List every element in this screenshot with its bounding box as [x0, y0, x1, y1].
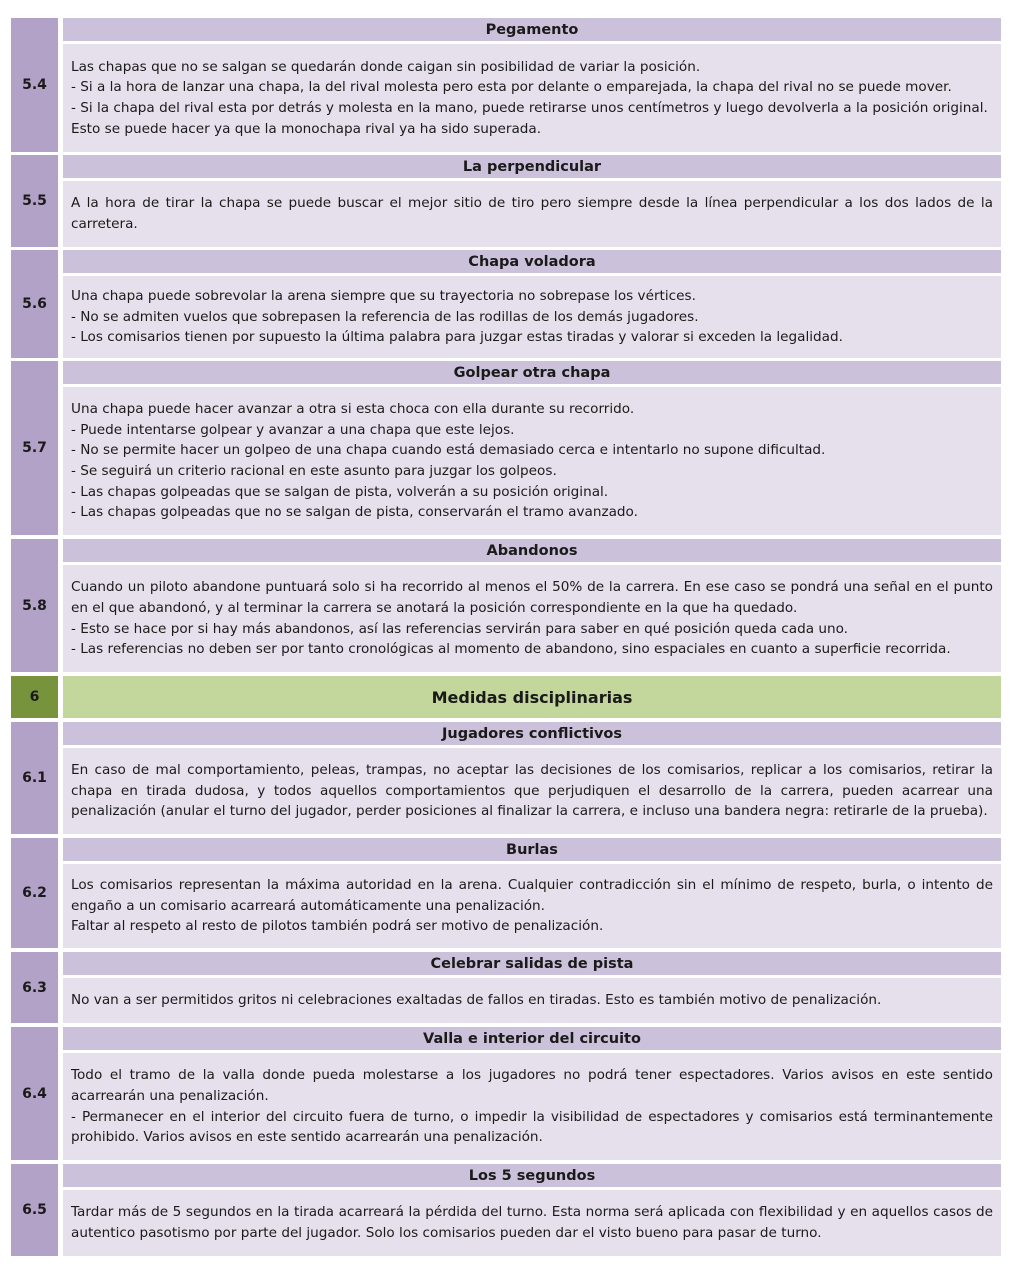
rule-row-6-3 [11, 952, 1001, 1023]
rule-body [63, 44, 1001, 152]
rule-body [63, 565, 1001, 672]
rule-body [63, 864, 1001, 948]
rule-line: - Las referencias no deben ser por tanto cronológicas al momento de abandono, sino espaciales en cuanto a superficie recorrida. [71, 641, 951, 658]
rule-title: Golpear otra chapa [63, 361, 1001, 387]
rule-title: Abandonos [63, 539, 1001, 565]
rule-row-5-4 [11, 18, 1001, 152]
rule-title: Burlas [63, 838, 1001, 864]
section-title: Medidas disciplinarias [63, 676, 1001, 718]
rule-row-5-6 [11, 250, 1001, 358]
rule-line: Todo el tramo de la valla donde pueda molestarse a los jugadores no podrá tener espectadores. Varios avisos en este sentido acarrearán una penalización. [71, 1067, 993, 1104]
rule-line: - Se seguirá un criterio racional en este asunto para juzgar los golpeos. [71, 463, 557, 479]
rule-number: 6.4 [11, 1027, 58, 1160]
rule-line: En caso de mal comportamiento, peleas, trampas, no aceptar las decisiones de los comisarios, replicar a los comisarios, retirar la chapa en tirada dudosa, y todos aquellos comportamientos que perjudiquen el desarrollo de la carrera, pueden acarrear una penalización (anular el turno del jugador, perder posiciones al finalizar la carrera, e incluso una bandera negra: retirarle de la prueba). [71, 762, 993, 820]
section-row-6 [11, 676, 1001, 718]
rule-body [63, 1190, 1001, 1256]
rule-line: Los comisarios representan la máxima autoridad en la arena. Cualquier contradicción sin el mínimo de respeto, burla, o intento de engaño a un comisario acarreará automáticamente una penalización. [71, 877, 993, 914]
rule-title: Jugadores conflictivos [63, 722, 1001, 748]
rule-row-5-5 [11, 155, 1001, 247]
rule-line: No van a ser permitidos gritos ni celebraciones exaltadas de fallos en tiradas. Esto es también motivo de penalización. [71, 992, 882, 1009]
rule-number: 6.1 [11, 722, 58, 834]
rule-line: - Permanecer en el interior del circuito fuera de turno, o impedir la visibilidad de espectadores y comisarios está terminantemente prohibido. Varios avisos en este sentido acarrearán una penalización. [71, 1108, 993, 1146]
rule-body [63, 387, 1001, 535]
rule-line: Esto se puede hacer ya que la monochapa rival ya ha sido superada. [71, 120, 542, 137]
rule-number: 5.7 [11, 361, 58, 535]
rule-line: - Si la chapa del rival esta por detrás y molesta en la mano, puede retirarse unos centímetros y luego devolverla a la posición original. [71, 100, 988, 116]
rule-body [63, 978, 1001, 1023]
rule-line: - Las chapas golpeadas que no se salgan de pista, conservarán el tramo avanzado. [71, 504, 638, 521]
rule-line: Faltar al respeto al resto de pilotos también podrá ser motivo de penalización. [71, 918, 604, 935]
rule-title: Celebrar salidas de pista [63, 952, 1001, 978]
rule-body [63, 276, 1001, 358]
rule-line: Una chapa puede hacer avanzar a otra si esta choca con ella durante su recorrido. [71, 401, 635, 418]
rule-number: 6.3 [11, 952, 58, 1023]
rule-line: - No se permite hacer un golpeo de una chapa cuando está demasiado cerca e intentarlo no supone dificultad. [71, 442, 826, 459]
rule-number: 5.6 [11, 250, 58, 358]
rule-line: Las chapas que no se salgan se quedarán donde caigan sin posibilidad de variar la posición. [71, 58, 701, 75]
rule-row-6-4 [11, 1027, 1001, 1160]
rule-line: A la hora de tirar la chapa se puede buscar el mejor sitio de tiro pero siempre desde la línea perpendicular a los dos lados de la carretera. [71, 195, 993, 232]
rule-row-6-1 [11, 722, 1001, 834]
rule-title: Pegamento [63, 18, 1001, 44]
rule-title: La perpendicular [63, 155, 1001, 181]
rule-line: - Los comisarios tienen por supuesto la última palabra para juzgar estas tiradas y valorar si exceden la legalidad. [71, 329, 843, 346]
rule-number: 6.5 [11, 1164, 58, 1256]
rule-body [63, 748, 1001, 834]
rule-number: 6.2 [11, 838, 58, 948]
rule-row-5-8 [11, 539, 1001, 672]
rule-body [63, 1053, 1001, 1160]
rule-title: Valla e interior del circuito [63, 1027, 1001, 1053]
rule-number: 5.5 [11, 155, 58, 247]
rule-title: Los 5 segundos [63, 1164, 1001, 1190]
rule-body [63, 181, 1001, 247]
rule-row-6-5 [11, 1164, 1001, 1256]
section-number: 6 [11, 676, 58, 718]
rule-number: 5.8 [11, 539, 58, 672]
rule-line: - Esto se hace por si hay más abandonos, así las referencias servirán para saber en qué posición queda cada uno. [71, 620, 849, 637]
rule-row-5-7 [11, 361, 1001, 535]
rule-number: 5.4 [11, 18, 58, 152]
rule-line: - Las chapas golpeadas que se salgan de pista, volverán a su posición original. [71, 483, 609, 500]
rule-row-6-2 [11, 838, 1001, 948]
rule-line: Una chapa puede sobrevolar la arena siempre que su trayectoria no sobrepase los vértices. [71, 288, 696, 305]
rule-line: - Si a la hora de lanzar una chapa, la del rival molesta pero esta por delante o emparejada, la chapa del rival no se puede mover. [71, 79, 952, 96]
rule-line: - Puede intentarse golpear y avanzar a una chapa que este lejos. [71, 421, 515, 438]
rule-line: Cuando un piloto abandone puntuará solo si ha recorrido al menos el 50% de la carrera. En ese caso se pondrá una señal en el punto en el que abandonó, y al terminar la carrera se anotará la posición correspondiente en la que ha quedado. [71, 579, 993, 616]
rule-title: Chapa voladora [63, 250, 1001, 276]
rule-line: Tardar más de 5 segundos en la tirada acarreará la pérdida del turno. Esta norma será aplicada con flexibilidad y en aquellos casos de autentico pasotismo por parte del jugador. Solo los comisarios pueden dar el visto bueno para pasar de turno. [71, 1204, 993, 1241]
rule-line: - No se admiten vuelos que sobrepasen la referencia de las rodillas de los demás jugadores. [71, 308, 699, 325]
